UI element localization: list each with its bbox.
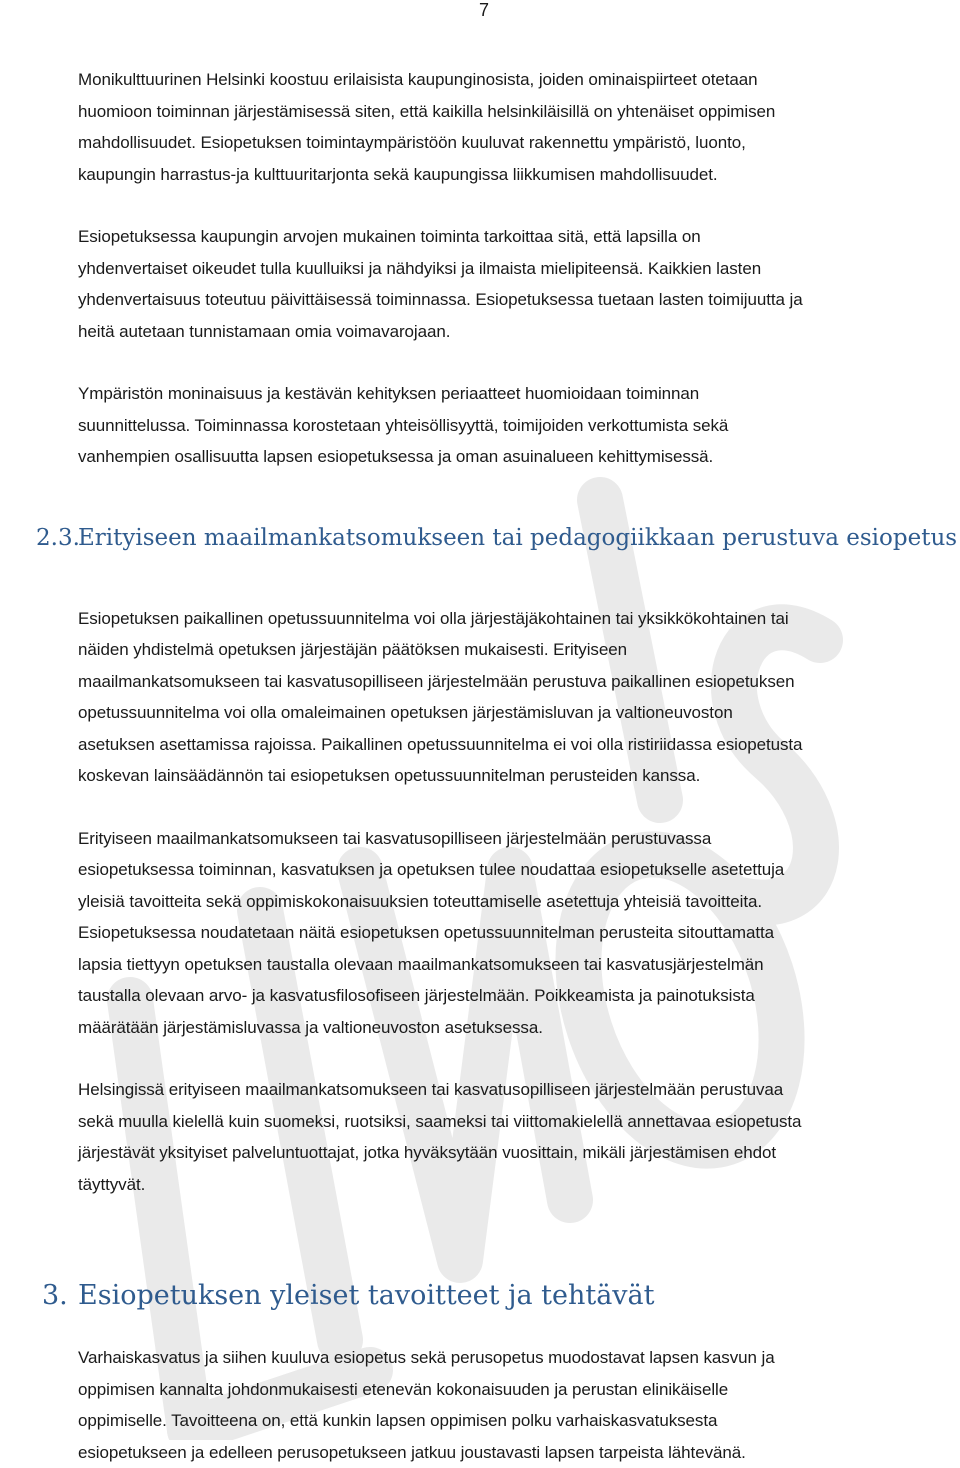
- text-line: vanhempien osallisuutta lapsen esiopetuksessa ja oman asuinalueen kehittymisessä.: [78, 441, 960, 473]
- text-line: Helsingissä erityiseen maailmankatsomukseen tai kasvatusopilliseen järjestelmään perustuvaa: [78, 1074, 960, 1106]
- paragraph: [78, 603, 960, 792]
- text-line: taustalla olevaan arvo- ja kasvatusfilosofiseen järjestelmään. Poikkeamista ja painotuksista: [78, 980, 960, 1012]
- text-line: yhdenvertaisuus toteutuu päivittäisessä toiminnassa. Esiopetuksessa tuetaan lasten toimijuutta ja: [78, 284, 960, 316]
- section-title: Erityiseen maailmankatsomukseen tai pedagogiikkaan perustuva esiopetus: [78, 525, 957, 551]
- text-line: järjestävät yksityiset palveluntuottajat, jotka hyväksytään vuosittain, mikäli järjestämisen ehdot: [78, 1137, 960, 1169]
- text-line: Varhaiskasvatus ja siihen kuuluva esiopetus sekä perusopetus muodostavat lapsen kasvun ja: [78, 1342, 960, 1374]
- text-line: maailmankatsomukseen tai kasvatusopilliseen järjestelmään perustuva paikallinen esiopetuksen: [78, 666, 960, 698]
- paragraph: [78, 378, 960, 473]
- text-line: lapsia tiettyyn opetuksen taustalla olevaan maailmankatsomukseen tai kasvatusjärjestelmän: [78, 949, 960, 981]
- text-line: yleisiä tavoitteita sekä oppimiskokonaisuuksien toteuttamiselle asetettuja yhteisiä tavoitteita.: [78, 886, 960, 918]
- paragraph: [78, 221, 960, 347]
- text-line: oppimisen kannalta johdonmukaisesti etenevän kokonaisuuden ja perustan elinikäiselle: [78, 1374, 960, 1406]
- page-content: [78, 64, 960, 1468]
- paragraph: [78, 1342, 960, 1468]
- text-line: sekä muulla kielellä kuin suomeksi, ruotsiksi, saameksi tai viittomakielellä annettavaa esiopetusta: [78, 1106, 960, 1138]
- paragraph: [78, 64, 960, 190]
- text-line: täyttyvät.: [78, 1169, 960, 1201]
- section-number: 3.: [42, 1278, 68, 1314]
- text-line: Monikulttuurinen Helsinki koostuu erilaisista kaupunginosista, joiden ominaispiirteet otetaan: [78, 64, 960, 96]
- paragraph: [78, 1074, 960, 1200]
- text-line: mahdollisuudet. Esiopetuksen toimintaympäristöön kuuluvat rakennettu ympäristö, luonto,: [78, 127, 960, 159]
- text-line: esiopetukseen ja edelleen perusopetukseen jatkuu joustavasti lapsen tarpeista lähtevänä.: [78, 1437, 960, 1468]
- text-line: suunnittelussa. Toiminnassa korostetaan yhteisöllisyyttä, toimijoiden verkottumista sekä: [78, 410, 960, 442]
- text-line: asetuksen asettamissa rajoissa. Paikallinen opetussuunnitelma ei voi olla ristiriidassa esiopetusta: [78, 729, 960, 761]
- text-line: huomioon toiminnan järjestämisessä siten, että kaikilla helsinkiläisillä on yhtenäiset oppimisen: [78, 96, 960, 128]
- text-line: Erityiseen maailmankatsomukseen tai kasvatusopilliseen järjestelmään perustuvassa: [78, 823, 960, 855]
- text-line: koskevan lainsäädännön tai esiopetuksen opetussuunnitelman perusteiden kanssa.: [78, 760, 960, 792]
- text-line: Ympäristön moninaisuus ja kestävän kehityksen periaatteet huomioidaan toiminnan: [78, 378, 960, 410]
- text-line: Esiopetuksessa noudatetaan näitä esiopetuksen opetussuunnitelman perusteita sitouttamatta: [78, 917, 960, 949]
- text-line: näiden yhdistelmä opetuksen järjestäjän päätöksen mukaisesti. Erityiseen: [78, 634, 960, 666]
- text-line: heitä autetaan tunnistamaan omia voimavarojaan.: [78, 316, 960, 348]
- text-line: esiopetuksessa toiminnan, kasvatuksen ja opetuksen tulee noudattaa esiopetukselle asetettuja: [78, 854, 960, 886]
- section-heading-3: [78, 1278, 960, 1314]
- text-line: määrätään järjestämisluvassa ja valtioneuvoston asetuksessa.: [78, 1012, 960, 1044]
- text-line: yhdenvertaiset oikeudet tulla kuulluiksi ja nähdyiksi ja ilmaista mielipiteensä. Kaikkien lasten: [78, 253, 960, 285]
- text-line: oppimiselle. Tavoitteena on, että kunkin lapsen oppimisen polku varhaiskasvatuksesta: [78, 1405, 960, 1437]
- page-number: 7: [479, 0, 489, 20]
- paragraph: [78, 823, 960, 1044]
- text-line: kaupungin harrastus-ja kulttuuritarjonta sekä kaupungissa liikkumisen mahdollisuudet.: [78, 159, 960, 191]
- text-line: opetussuunnitelma voi olla omaleimainen opetuksen järjestämisluvan ja valtioneuvoston: [78, 697, 960, 729]
- section-title: Esiopetuksen yleiset tavoitteet ja tehtävät: [78, 1280, 655, 1311]
- section-heading-2-3: [78, 523, 960, 553]
- text-line: Esiopetuksen paikallinen opetussuunnitelma voi olla järjestäjäkohtainen tai yksikkökohtainen tai: [78, 603, 960, 635]
- section-number: 2.3.: [36, 523, 80, 553]
- text-line: Esiopetuksessa kaupungin arvojen mukainen toiminta tarkoittaa sitä, että lapsilla on: [78, 221, 960, 253]
